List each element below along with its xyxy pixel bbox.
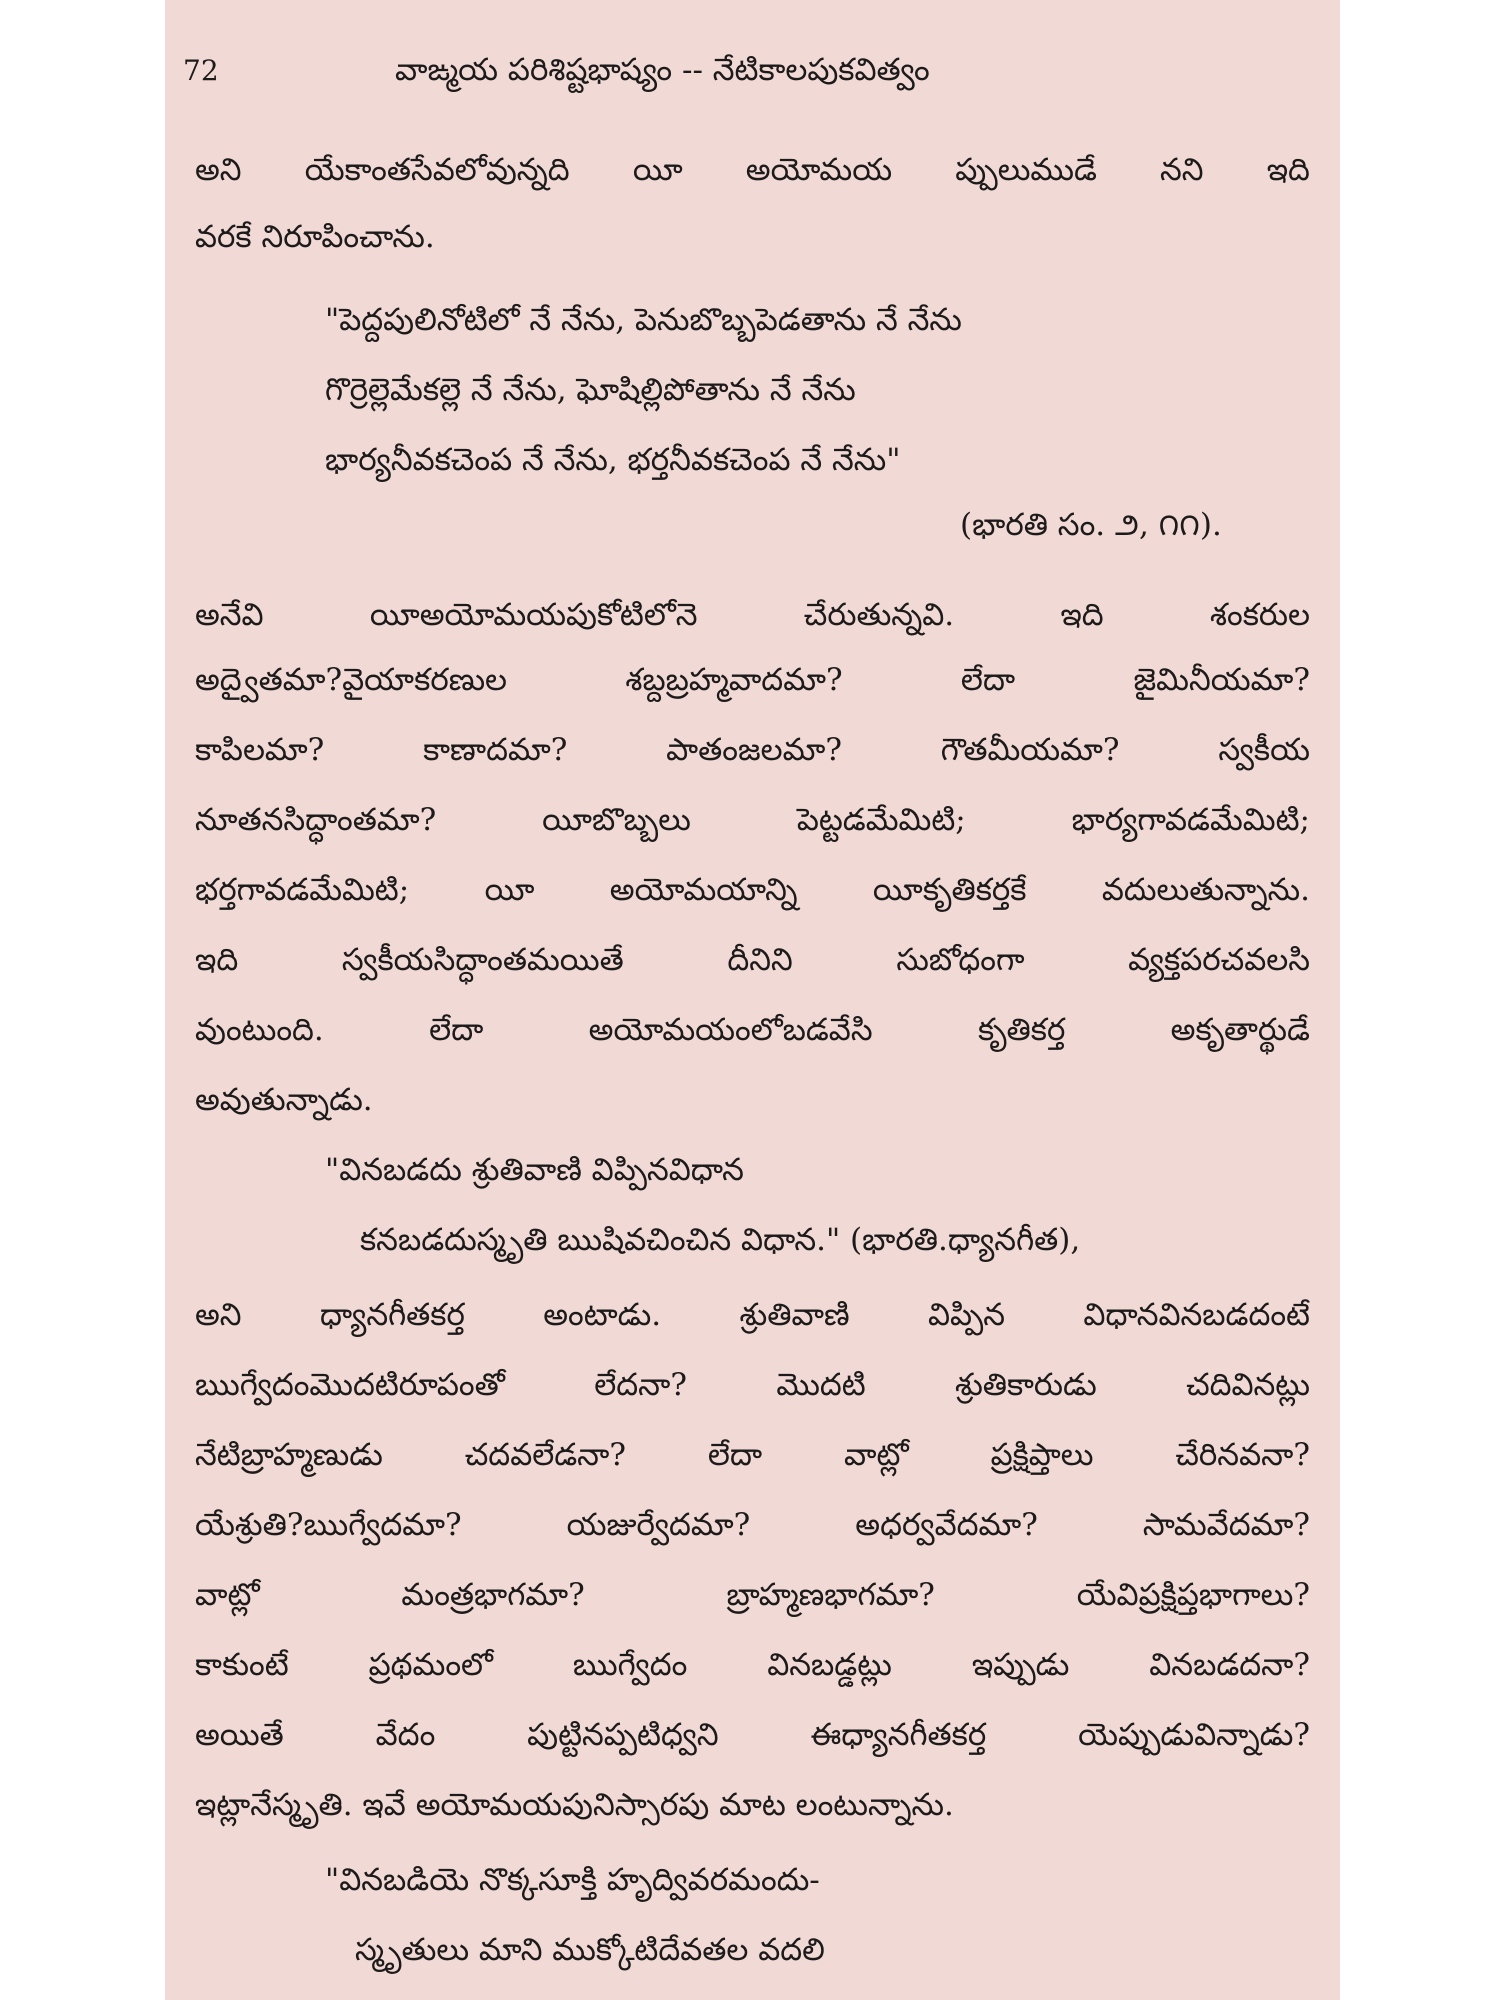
word: ఇది [1060,597,1104,633]
word: వాట్లో [195,1577,260,1613]
word: అధర్వవేదమా? [855,1507,1038,1543]
word: పెట్టడమేమిటి; [796,802,966,838]
word: వేదం [375,1717,436,1753]
text-line [195,662,1310,698]
word: స్వకీయ [1218,732,1310,768]
word: చదివినట్లు [1186,1367,1310,1403]
word: శంకరుల [1209,597,1310,633]
word: ఇది [195,942,239,978]
word: కాపిలమా? [195,732,325,768]
word: సుబోధంగా [896,942,1025,978]
word: వదులుతున్నాను. [1101,872,1310,908]
word: స్వకీయసిద్ధాంతమయితే [341,942,624,978]
word: సామవేదమా? [1142,1507,1310,1543]
text-line [195,152,1310,188]
word: విధానవినబడదంటే [1083,1297,1310,1333]
word: యజుర్వేదమా? [566,1507,751,1543]
verse-line: స్మృతులు మాని ముక్కోటిదేవతల వదలి [355,1932,825,1968]
word: ఇప్పుడు [971,1647,1070,1683]
text-line [195,1507,1310,1543]
word: చేరినవనా? [1175,1437,1310,1473]
word: అనేవి [195,597,264,633]
word: వాట్లో [844,1437,909,1473]
word: కృతికర్త [977,1012,1066,1048]
word: వుంటుంది. [195,1012,324,1048]
word: నేటిబ్రాహ్మణుడు [195,1437,383,1473]
word: వ్యక్తపరచవలసి [1128,942,1310,978]
text-line [195,732,1310,768]
word: యీబొబ్బలు [542,802,691,838]
word: ఈధ్యానగీతకర్త [810,1717,987,1753]
word: ధ్యానగీతకర్త [319,1297,465,1333]
page-number: 72 [183,54,219,87]
word: అయోమయంలోబడవేసి [588,1012,873,1048]
word: అయోమయ [745,152,893,188]
word: యీఅయోమయపుకోటిలోనె [369,597,698,633]
word: శ్రుతివాణి [739,1297,850,1333]
word: వినబడ్డట్లు [767,1647,892,1683]
word: లేదా [960,662,1016,698]
word: వినబడదనా? [1149,1647,1310,1683]
text-line: వరకే నిరూపించాను. [195,219,435,255]
word: ప్పులుముడే [955,152,1097,188]
word: పాతంజలమా? [666,732,842,768]
verse-line: "వినబడదు శ్రుతివాణి విప్పినవిధాన [325,1152,744,1188]
running-title: వాఙ్మయ పరిశిష్టభాష్యం -- నేటికాలపుకవిత్వం [395,52,930,88]
word: ప్రక్షిప్తాలు [990,1437,1094,1473]
word: ప్రథమంలో [368,1647,493,1683]
page-header [165,50,1340,110]
word: ఇది [1266,152,1310,188]
word: యేకాంతసేవలోవున్నది [304,152,570,188]
word: భార్యగావడమేమిటి; [1071,802,1310,838]
word: ఋగ్వేదంమొదటిరూపంతో [195,1367,505,1403]
word: యెప్పుడువిన్నాడు? [1078,1717,1310,1753]
text-line [195,1717,1310,1753]
word: మంత్రభాగమా? [401,1577,585,1613]
word: భర్తగావడమేమిటి; [195,872,410,908]
text-line [195,802,1310,838]
word: పుట్టినప్పటిధ్వని [527,1717,719,1753]
text-line [195,1437,1310,1473]
text-line: ఇట్లానేస్మృతి. ఇవే అయోమయపునిస్సారపు మాట లంటున్నాను. [195,1787,954,1823]
word: లేదనా? [594,1367,687,1403]
word: కాణాదమా? [423,732,568,768]
word: ఋగ్వేదం [572,1647,688,1683]
word: చేరుతున్నవి. [803,597,955,633]
word: యీ [632,152,683,188]
book-page [165,0,1340,2000]
word: యీ [484,872,535,908]
word: యీకృతికర్తకే [872,872,1027,908]
word: జైమినీయమా? [1133,662,1310,698]
word: గౌతమీయమా? [940,732,1120,768]
word: లేదా [429,1012,484,1048]
text-line [195,597,1310,633]
word: లేదా [707,1437,763,1473]
citation: (భారతి సం. ౨, ౧౧). [960,507,1222,543]
text-line: అవుతున్నాడు. [195,1082,373,1118]
verse-line: భార్యనీవకచెంప నే నేను, భర్తనీవకచెంప నే నేను" [325,442,901,478]
word: యేశ్రుతి?ఋగ్వేదమా? [195,1507,462,1543]
verse-line: గొర్రెల్లెమేకల్లె నే నేను, ఘోషిల్లిపోతాను నే నేను [325,372,856,408]
word: అద్వైతమా?వైయాకరణుల [195,662,508,698]
text-line [195,942,1310,978]
word: యేవిప్రక్షిప్తభాగాలు? [1076,1577,1310,1613]
word: అని [195,1297,242,1333]
text-line [195,1012,1310,1048]
word: నూతనసిద్ధాంతమా? [195,802,437,838]
word: విప్పిన [927,1297,1006,1333]
text-line [195,1647,1310,1683]
text-line [195,1367,1310,1403]
verse-line: "పెద్దపులినోటిలో నే నేను, పెనుబొబ్బపెడతాను నే నేను [325,302,962,338]
word: అంటాడు. [543,1297,662,1333]
word: అని [195,152,242,188]
word: అకృతార్థుడే [1170,1012,1310,1048]
verse-line: "వినబడియె నొక్కసూక్తి హృద్వివరమందు- [325,1862,820,1898]
word: బ్రాహ్మణభాగమా? [726,1577,935,1613]
word: నని [1160,152,1204,188]
word: శబ్దబ్రహ్మవాదమా? [625,662,843,698]
word: అయోమయాన్ని [609,872,798,908]
word: దీనిని [727,942,793,978]
word: మొదటి [776,1367,866,1403]
word: శ్రుతికారుడు [955,1367,1097,1403]
word: కాకుంటే [195,1647,289,1683]
verse-line: కనబడదుస్మృతి ఋషివచించిన విధాన." (భారతి.ధ్యానగీత), [360,1222,1081,1258]
word: అయితే [195,1717,284,1753]
text-line [195,1577,1310,1613]
text-line [195,872,1310,908]
word: చదవలేడనా? [464,1437,626,1473]
text-line [195,1297,1310,1333]
